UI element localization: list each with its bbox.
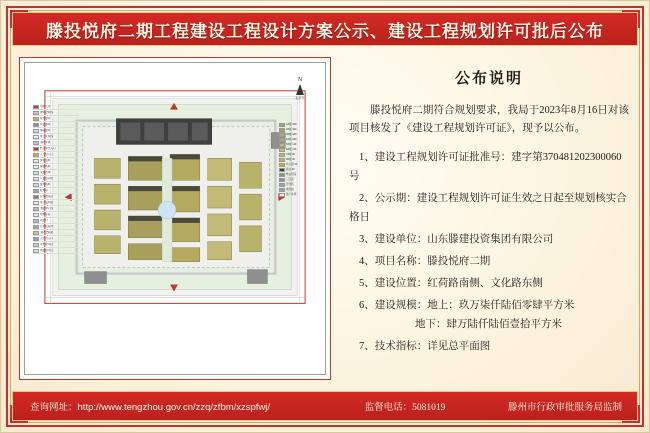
content-area (19, 57, 631, 380)
legend-item (279, 138, 319, 142)
legend-item (33, 105, 79, 110)
legend-item (279, 143, 319, 147)
legend-item (33, 153, 79, 158)
legend-label: 地下车库线 (40, 135, 53, 139)
legend-item (279, 173, 319, 177)
legend-swatch (279, 188, 285, 192)
legend-swatch (33, 219, 39, 223)
legend-label: 6#楼 11F (286, 148, 297, 152)
legend-swatch (33, 147, 39, 151)
legend-swatch (279, 178, 285, 182)
legend-label: 场地标高 (40, 213, 51, 217)
legend-item (33, 171, 79, 176)
legend-label: 8#楼 6F (286, 158, 296, 162)
legend-swatch (33, 207, 39, 211)
legend-swatch (279, 158, 285, 162)
legend-item (279, 128, 319, 132)
notice-item-list (349, 148, 629, 356)
legend-label: 拆除建筑 (40, 129, 51, 133)
legend-swatch (33, 213, 39, 217)
legend-item (33, 177, 79, 182)
notice-item-sub: 地下：肆万陆仟陆佰壹拾平方米 (415, 319, 562, 330)
legend-swatch (33, 189, 39, 193)
legend-swatch (279, 153, 285, 157)
legend-item (33, 111, 79, 116)
legend-swatch (33, 171, 39, 175)
legend-swatch (33, 177, 39, 181)
legend-label: 地面停车位 (40, 249, 53, 253)
legend-label: 非机动车位 (40, 243, 53, 247)
notice-item (349, 296, 629, 334)
legend-item (279, 183, 319, 187)
legend-item (33, 219, 79, 224)
legend-item (279, 148, 319, 152)
legend-swatch (33, 237, 39, 241)
legend-label: 地下车库 (286, 193, 297, 197)
plan-legend-left (33, 105, 79, 255)
notice-item: 7、技术指标：详见总平面图 (359, 341, 491, 352)
legend-label: 绿化用地 (40, 159, 51, 163)
legend-label: 景观水体 (40, 171, 51, 175)
legend-label: 人防出入口 (40, 237, 53, 241)
legend-label: 3#楼 18F (286, 133, 297, 137)
legend-label: 4#楼 18F (286, 138, 297, 142)
legend-swatch (33, 111, 39, 115)
legend-item (279, 193, 319, 197)
notice-panel (343, 57, 631, 380)
notice-heading: 公布说明 (454, 71, 523, 87)
notice-item: 2、公示期：建设工程规划许可证生效之日起至规划核实合格日 (349, 193, 627, 223)
legend-label: 污水检查井 (40, 225, 53, 229)
legend-label: 消防登高面 (40, 231, 53, 235)
legend-item (279, 123, 319, 127)
legend-swatch (33, 249, 39, 253)
notice-item: 4、项目名称：滕投悦府二期 (359, 256, 491, 267)
notice-paragraph: 滕投悦府二期符合规划要求，我局于2023年8月16日对该项目核发了《建设工程规划许可证》，现予以公布。 (349, 105, 629, 134)
legend-swatch (33, 159, 39, 163)
legend-label: 健身场地 (40, 183, 51, 187)
legend-label: 雨水口 (40, 219, 48, 223)
legend-swatch (33, 201, 39, 205)
footer-band (12, 391, 638, 421)
legend-item (279, 153, 319, 157)
notice-item: 5、建设位置：红荷路南侧、文化路东侧 (359, 278, 543, 289)
legend-item (33, 159, 79, 164)
compass-north-icon (289, 77, 311, 100)
legend-item (33, 249, 79, 254)
legend-swatch (33, 117, 39, 121)
legend-item (33, 129, 79, 134)
legend-item (279, 163, 319, 167)
site-plan-canvas (24, 62, 326, 375)
legend-item (33, 225, 79, 230)
legend-item (279, 188, 319, 192)
site-plan-panel (19, 57, 331, 380)
legend-swatch (279, 143, 285, 147)
compass-label: N (298, 77, 302, 83)
legend-item (33, 141, 79, 146)
legend-item (279, 158, 319, 162)
legend-label: 幼儿园 3F (286, 163, 298, 167)
plan-legend-right (279, 123, 319, 198)
legend-label: 人行出入口 (40, 153, 53, 157)
legend-label: 消防车道 (40, 141, 51, 145)
legend-swatch (279, 168, 285, 172)
compass-needle-icon (296, 84, 304, 95)
legend-label: 物业用房 (286, 173, 297, 177)
legend-swatch (279, 163, 285, 167)
legend-item (33, 147, 79, 152)
notice-item-main: 6、建设规模：地上：玖万柒仟陆佰零肆平方米 (359, 300, 575, 311)
footer-phone: 监督电话：5081019 (364, 403, 446, 413)
page-title: 滕投悦府二期工程建设工程设计方案公示、建设工程规划许可批后公布 (46, 21, 604, 41)
legend-item (33, 189, 79, 194)
legend-item (279, 168, 319, 172)
legend-label: 商业 2F (286, 168, 295, 172)
legend-swatch (33, 165, 39, 169)
legend-item (33, 165, 79, 170)
legend-swatch (279, 133, 285, 137)
legend-label: 开闭所 (286, 183, 294, 187)
legend-label: 建筑控制线 (40, 111, 53, 115)
legend-item (33, 237, 79, 242)
legend-swatch (33, 225, 39, 229)
legend-label: 换热站 (286, 188, 294, 192)
legend-label: 道路中心线 (40, 207, 53, 211)
legend-item (33, 213, 79, 218)
legend-swatch (279, 138, 285, 142)
legend-swatch (279, 173, 285, 177)
legend-label: 用地红线 (40, 105, 51, 109)
legend-label: 门卫室 (286, 178, 294, 182)
legend-label: 机动车出入口 (40, 147, 56, 151)
legend-label: 垃圾收集点 (40, 195, 53, 199)
notice-item: 1、建设工程规划许可证批准号：建字第370481202300060号 (349, 152, 622, 182)
legend-item (33, 243, 79, 248)
legend-swatch (33, 129, 39, 133)
legend-swatch (33, 231, 39, 235)
legend-swatch (279, 193, 285, 197)
footer-website-url[interactable]: http://www.tengzhou.gov.cn/zzq/zfbm/xzspfwj/ (77, 402, 271, 413)
footer-website (12, 399, 330, 413)
legend-swatch (279, 128, 285, 132)
legend-label: 1#楼 32F (286, 123, 297, 127)
footer-issuer: 滕州市行政审批服务局监制 (507, 403, 622, 413)
legend-label: 规划建筑 (40, 117, 51, 121)
legend-label: 铺装场地 (40, 165, 51, 169)
legend-label: 配电房 (40, 189, 48, 193)
legend-swatch (33, 243, 39, 247)
legend-swatch (279, 123, 285, 127)
legend-swatch (279, 183, 285, 187)
legend-item (33, 183, 79, 188)
legend-swatch (33, 105, 39, 109)
legend-item (33, 135, 79, 140)
notice-item: 3、建设单位：山东滕建投资集团有限公司 (359, 234, 554, 245)
legend-item (33, 201, 79, 206)
legend-item (33, 231, 79, 236)
legend-swatch (33, 135, 39, 139)
legend-swatch (33, 153, 39, 157)
legend-label: 儿童活动场 (40, 177, 53, 181)
compass-caption: 指北针 (295, 96, 305, 100)
legend-item (33, 207, 79, 212)
legend-item (33, 117, 79, 122)
legend-label: 2#楼 32F (286, 128, 297, 132)
legend-swatch (33, 183, 39, 187)
legend-item (279, 133, 319, 137)
legend-label: 保留建筑 (40, 123, 51, 127)
legend-label: 5#楼 11F (286, 143, 297, 147)
title-band (12, 12, 638, 46)
legend-swatch (33, 141, 39, 145)
legend-swatch (33, 195, 39, 199)
legend-item (33, 123, 79, 128)
footer-website-label: 查询网址： (30, 403, 78, 413)
legend-swatch (33, 123, 39, 127)
legend-label: 地下室轮廓 (40, 201, 53, 205)
legend-swatch (279, 148, 285, 152)
legend-item (279, 178, 319, 182)
legend-label: 7#楼 6F (286, 153, 296, 157)
legend-item (33, 195, 79, 200)
